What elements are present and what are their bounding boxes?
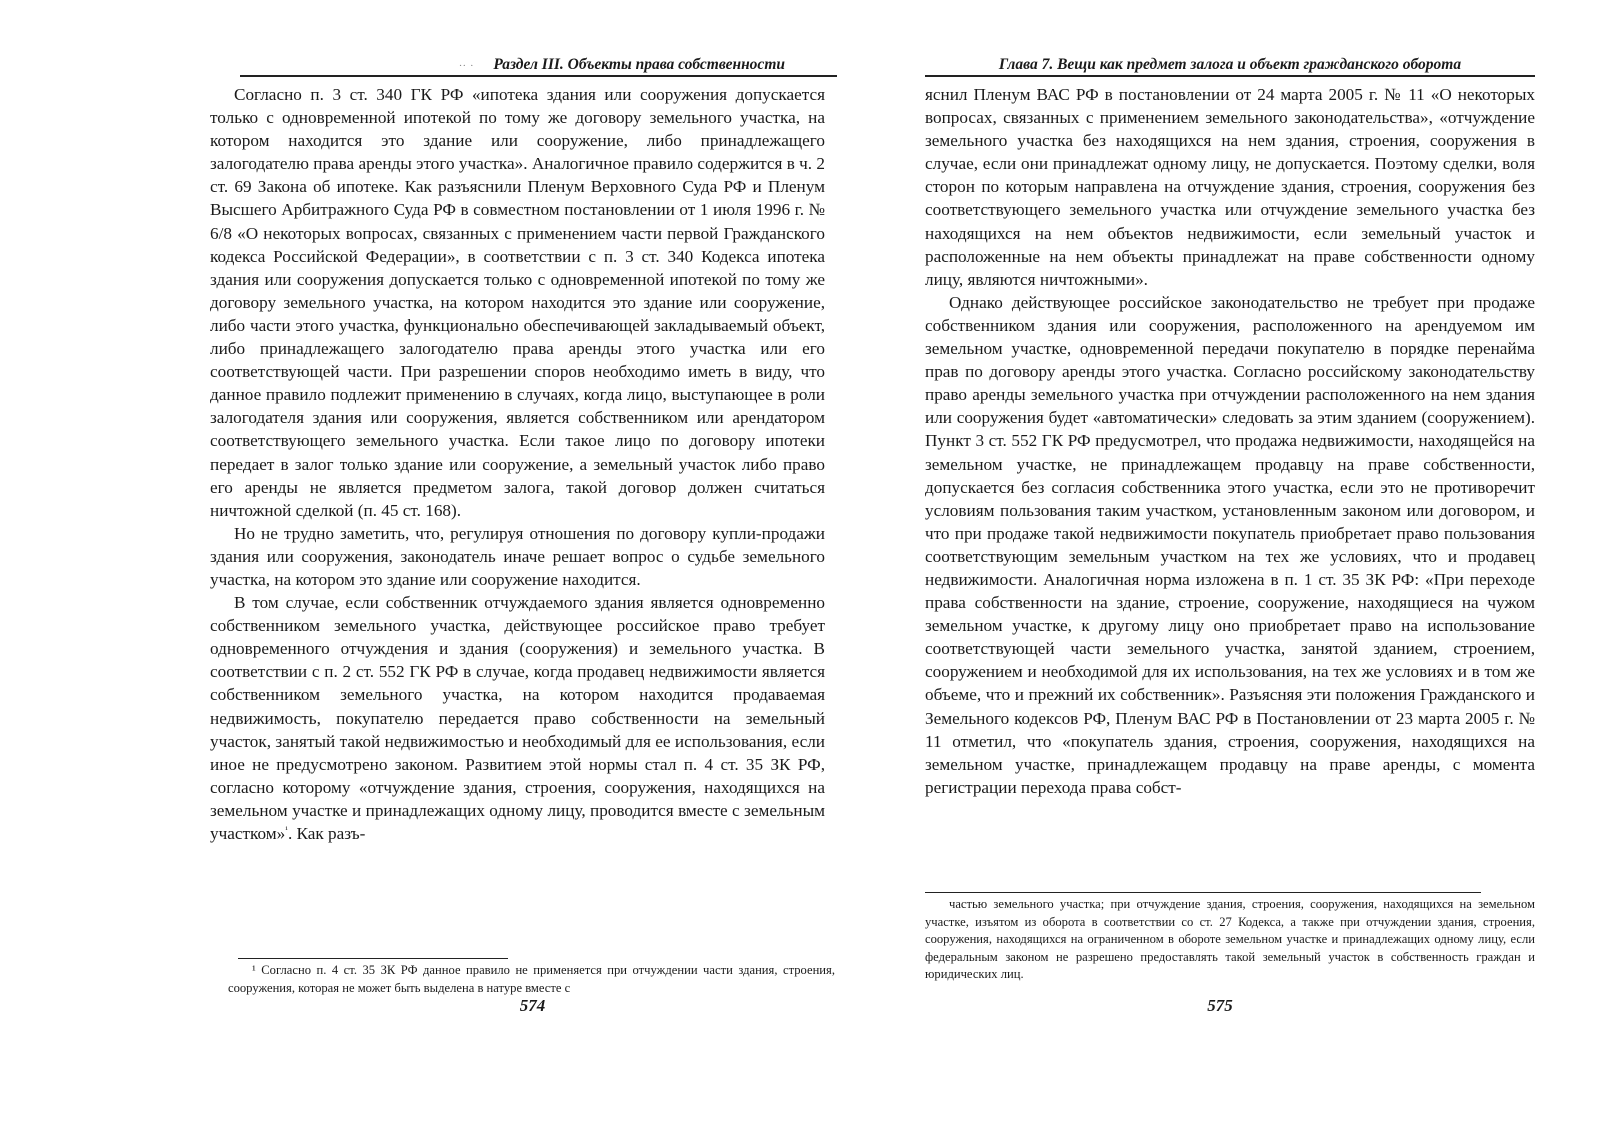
footnote: ¹ Согласно п. 4 ст. 35 ЗК РФ данное правило не применяется при отчуждении части здания, строения, сооружения, которая не может быть выделена в натуре вместе с <box>228 963 835 995</box>
header-rule <box>925 75 1535 77</box>
paragraph <box>210 591 825 845</box>
right-page <box>925 0 1535 1131</box>
body-text-right <box>925 83 1535 799</box>
paragraph: Согласно п. 3 ст. 340 ГК РФ «ипотека здания или сооружения допускается только с одновременной ипотекой по тому же договору земельного участка, на котором находится это здание или сооружение, либо принадлежащего залогодателю права аренды этого участка». Аналогичное правило содержится в ч. 2 ст. 69 Закона об ипотеке. Как разъяснили Пленум Верховного Суда РФ и Пленум Высшего Арбитражного Суда РФ в совместном постановлении от 1 июля 1996 г. № 6/8 «О некоторых вопросах, связанных с применением части первой Гражданского кодекса Российской Федерации», в соответствии с п. 3 ст. 340 Кодекса ипотека здания или сооружения допускается только с одновременной ипотекой по тому же договору земельного участка, на котором находится это здание или сооружение, либо части этого участка, функционально обеспечивающей закладываемый объект, либо принадлежащего залогодателю права аренды этого участка или его соответствующей части. При разрешении споров необходимо иметь в виду, что данное правило подлежит применению в случаях, когда лицо, выступающее в роли залогодателя здания или сооружения, является собственником или арендатором соответствующего земельного участка. Если такое лицо по договору ипотеки передает в залог только здание или сооружение, а земельный участок либо право его аренды не является предметом залога, такой договор должен считаться ничтожной сделкой (п. 45 ст. 168). <box>210 85 825 520</box>
running-head-left <box>210 56 825 74</box>
footnotes-left <box>228 962 835 997</box>
body-text-left <box>210 83 825 845</box>
footnote-rule <box>238 958 508 959</box>
paragraph: Но не трудно заметить, что, регулируя отношения по договору купли-продажи здания или сооружения, законодатель иначе решает вопрос о судьбе земельного участка, на котором это здание или сооружение находится. <box>210 523 825 589</box>
running-head-right: Глава 7. Вещи как предмет залога и объект гражданского оборота <box>998 56 1462 73</box>
page-number: 575 <box>1207 996 1233 1015</box>
paragraph-text: . Как разъ- <box>287 824 366 843</box>
page-number: 574 <box>519 996 546 1015</box>
footnote-rule <box>925 892 1481 893</box>
running-head-text: Раздел III. Объекты права собственности <box>493 56 785 73</box>
header-rule <box>240 75 837 77</box>
footnote: частью земельного участка; при отчуждение здания, строения, сооружения, находящихся на земельном участке, изъятом из оборота в соответствии со ст. 27 Кодекса, а также при отчуждении здания, строения, сооружения, находящихся на ограниченном в обороте земельном участке и принадлежащих одному лицу, если федеральным законом не разрешено предоставлять такой земельный участок в собственность граждан и юридических лиц. <box>925 897 1535 981</box>
paragraph-text: В том случае, если собственник отчуждаемого здания является одновременно собственником земельного участка, действующее российское право требует одновременного отчуждения и здания (сооружения) и земельного участка. В соответствии с п. 2 ст. 552 ГК РФ в случае, когда продавец недвижимости является собственником земельного участка, на котором находится продаваемая недвижимость, покупателю передается право собственности на земельный участок, занятый такой недвижимостью и необходимый для ее использования, если иное не предусмотрено законом. Развитием этой нормы стал п. 4 ст. 35 ЗК РФ, согласно которому «отчуждение здания, строения, сооружения, находящихся на земельном участке и принадлежащих одному лицу, проводится вместе с земельным участком» <box>210 593 825 843</box>
paragraph: яснил Пленум ВАС РФ в постановлении от 24 марта 2005 г. № 11 «О некоторых вопросах, связанных с применением земельного законодательства», «отчуждение земельного участка без находящихся на нем здания, строения, сооружения в случае, если они принадлежат одному лицу, не допускается. Поэтому сделки, воля сторон по которым направлена на отчуждение здания, строения, сооружения без соответствующего земельного участка или отчуждение земельного участка без находящихся на нем объектов недвижимости, если земельный участок и расположенные на нем объекты принадлежат на праве собственности одному лицу, являются ничтожными». <box>925 85 1535 289</box>
left-page <box>210 0 835 1131</box>
footnotes-right <box>925 896 1535 984</box>
footnote-ref: ¹ <box>285 824 288 835</box>
scan-artifact: ·· · <box>458 60 474 72</box>
paragraph: Однако действующее российское законодательство не требует при продаже собственником здания или сооружения, расположенного на арендуемом им земельном участке, одновременной передачи покупателю в порядке перенайма прав по договору аренды этого участка. Согласно российскому законодательству право аренды земельного участка при отчуждении расположенного на нем здания или сооружения будет «автоматически» следовать за этим зданием (сооружением). Пункт 3 ст. 552 ГК РФ предусмотрел, что продажа недвижимости, находящейся на земельном участке, не принадлежащем продавцу на праве собственности, допускается без согласия собственника этого участка, если это не противоречит условиям пользования таким участком, установленным законом или договором, и что при продаже такой недвижимости покупатель приобретает право пользования соответствующим земельным участком на тех же условиях, что и продавец недвижимости. Аналогичная норма изложена в п. 1 ст. 35 ЗК РФ: «При переходе права собственности на здание, строение, сооружение, находящиеся на чужом земельном участке, к другому лицу оно приобретает право на использование соответствующей части земельного участка, занятой зданием, строением, сооружением и необходимой для их использования, на тех же условиях и в том же объеме, что и прежний их собственник». Разъясняя эти положения Гражданского и Земельного кодексов РФ, Пленум ВАС РФ в Постановлении от 23 марта 2005 г. № 11 отметил, что «покупатель здания, строения, сооружения, находящихся на земельном участке, принадлежащем продавцу на праве аренды, с момента регистрации перехода права собст- <box>925 292 1535 797</box>
